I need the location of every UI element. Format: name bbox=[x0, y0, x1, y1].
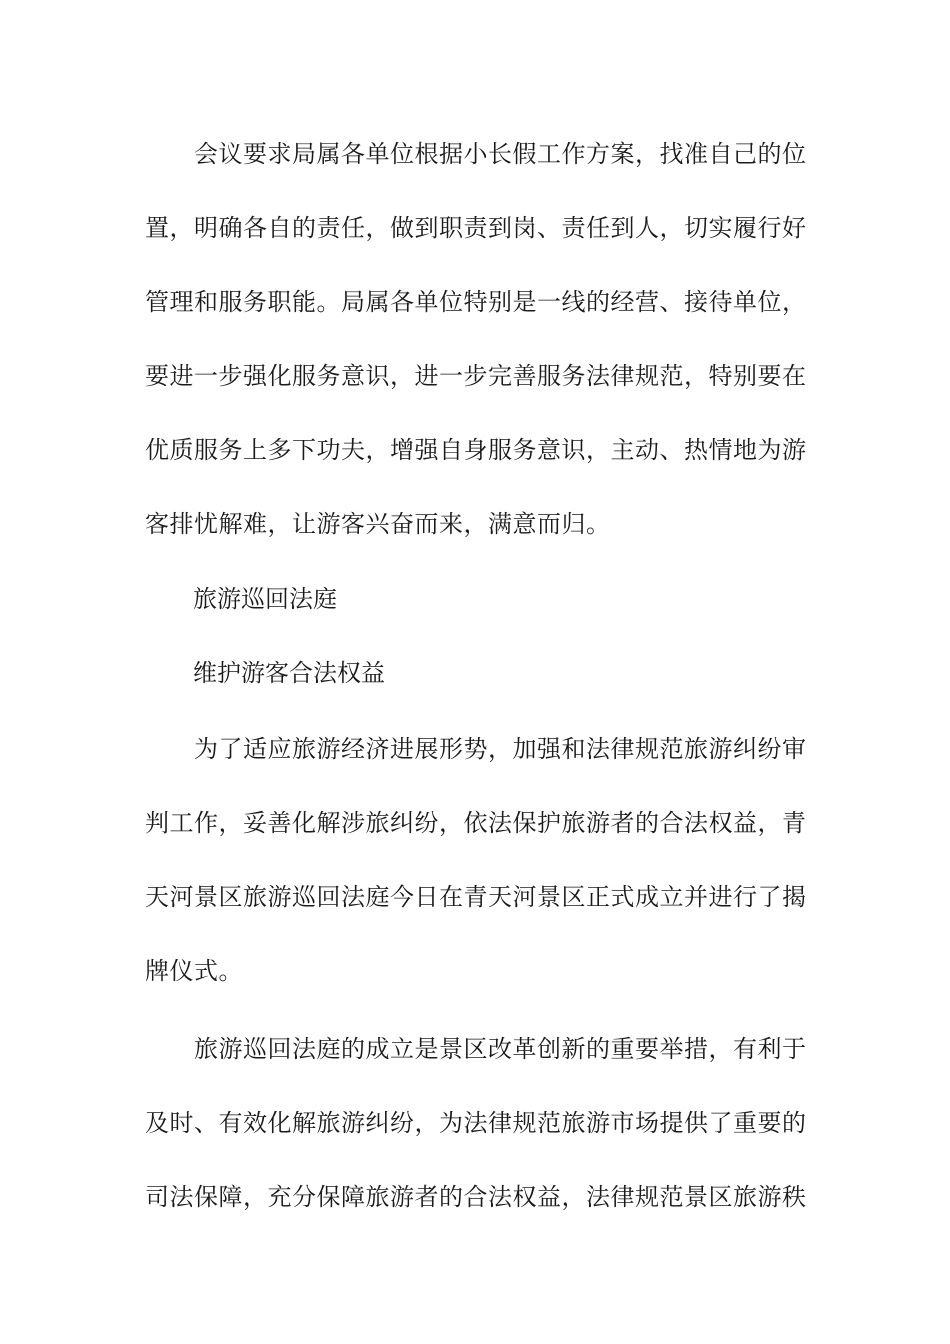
paragraph-line: 牌仪式。 bbox=[145, 957, 243, 985]
paragraph-line: 司法保障，充分保障旅游者的合法权益，法律规范景区旅游秩 bbox=[145, 1183, 807, 1211]
paragraph-line: 管理和服务职能。局属各单位特别是一线的经营、接待单位， bbox=[145, 288, 807, 316]
paragraph-meeting-requirements bbox=[145, 117, 810, 561]
paragraph-court-significance bbox=[145, 1012, 810, 1234]
paragraph-line: 判工作，妥善化解涉旅纠纷，依法保护旅游者的合法权益，青 bbox=[145, 809, 807, 837]
paragraph-line: 优质服务上多下功夫，增强自身服务意识，主动、热情地为游 bbox=[145, 436, 807, 464]
paragraph-line: 要进一步强化服务意识，进一步完善服务法律规范，特别要在 bbox=[145, 362, 807, 390]
paragraph-line: 置，明确各自的责任，做到职责到岗、责任到人，切实履行好 bbox=[145, 214, 807, 242]
paragraph-line: 及时、有效化解旅游纠纷，为法律规范旅游市场提供了重要的 bbox=[145, 1109, 807, 1137]
paragraph-line: 客排忧解难，让游客兴奋而来，满意而归。 bbox=[145, 510, 611, 538]
paragraph-court-establishment bbox=[145, 712, 810, 1008]
section-subheading-tourist-rights: 维护游客合法权益 bbox=[193, 659, 385, 687]
section-heading-tourism-court: 旅游巡回法庭 bbox=[193, 585, 337, 613]
paragraph-line: 为了适应旅游经济进展形势，加强和法律规范旅游纠纷审 bbox=[145, 735, 807, 763]
paragraph-line: 会议要求局属各单位根据小长假工作方案，找准自己的位 bbox=[145, 140, 807, 168]
paragraph-line: 旅游巡回法庭的成立是景区改革创新的重要举措，有利于 bbox=[145, 1035, 807, 1063]
paragraph-line: 天河景区旅游巡回法庭今日在青天河景区正式成立并进行了揭 bbox=[145, 883, 807, 911]
